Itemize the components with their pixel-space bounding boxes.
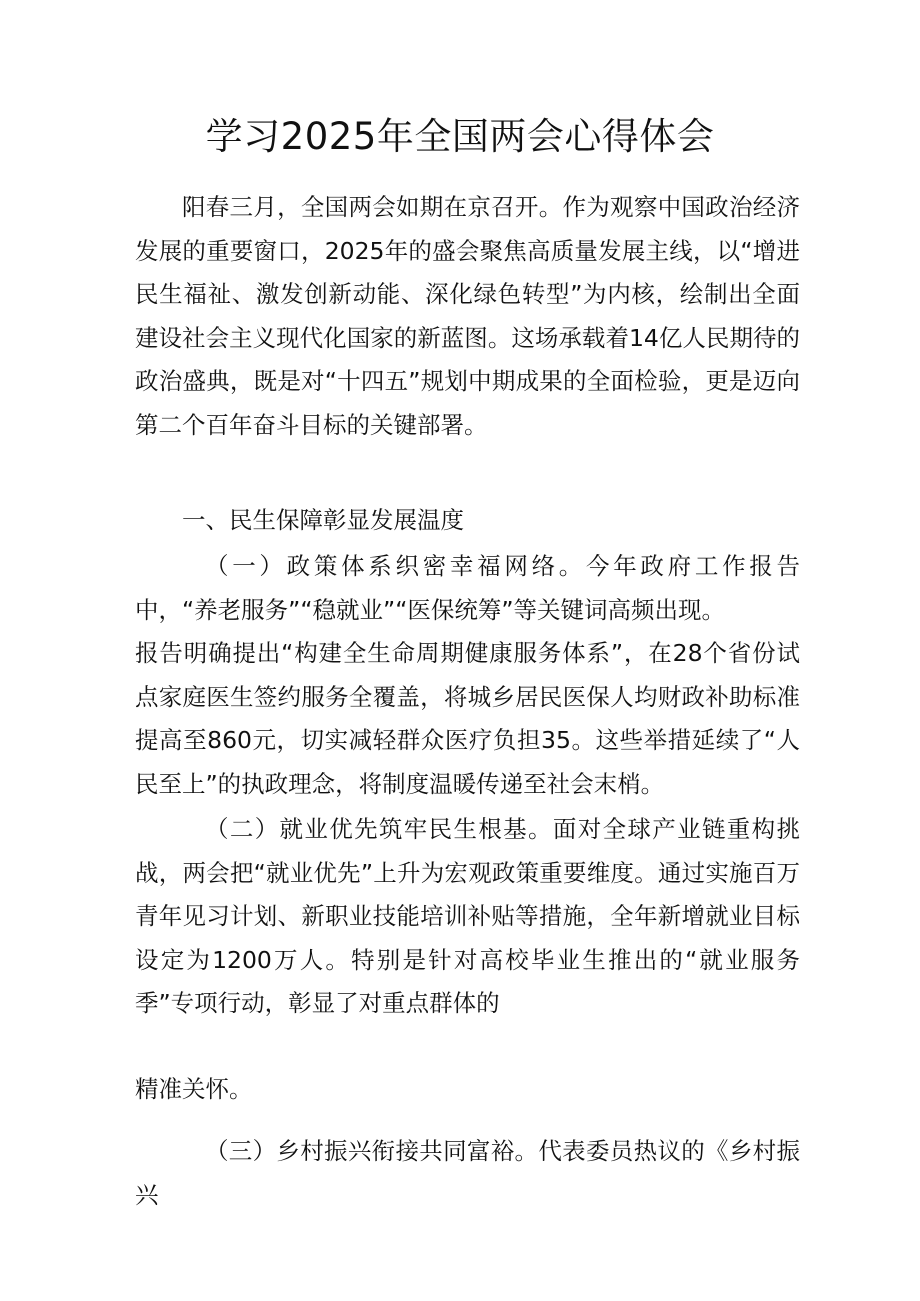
item-two-paragraph: （二）就业优先筑牢民生根基。面对全球产业链重构挑战，两会把“就业优先”上升为宏观政策重要维度。通过实施百万青年见习计划、新职业技能培训补贴等措施，全年新增就业目标设定为1200万人。特别是针对高校毕业生推出的“就业服务季”专项行动，彰显了对重点群体的: [135, 815, 800, 1018]
item-one-lead-paragraph: （一）政策体系织密幸福网络。今年政府工作报告中，“养老服务”“稳就业”“医保统筹”等关键词高频出现。: [135, 552, 800, 624]
intro-paragraph: 阳春三月，全国两会如期在京召开。作为观察中国政治经济发展的重要窗口，2025年的盛会聚焦高质量发展主线，以“增进民生福祉、激发创新动能、深化绿色转型”为内核，绘制出全面建设社会主义现代化国家的新蓝图。这场承载着14亿人民期待的政治盛典，既是对“十四五”规划中期成果的全面检验，更是迈向第二个百年奋斗目标的关键部署。: [135, 193, 800, 439]
item-three-paragraph: （三）乡村振兴衔接共同富裕。代表委员热议的《乡村振兴: [135, 1137, 800, 1209]
item-two-tail-paragraph: 精准关怀。: [135, 1075, 253, 1103]
document-title: 学习2025年全国两会心得体会: [205, 115, 715, 158]
section-one-heading: 一、民生保障彰显发展温度: [182, 506, 464, 534]
item-one-body-paragraph: 报告明确提出“构建全生命周期健康服务体系”，在28个省份试点家庭医生签约服务全覆盖，将城乡居民医保人均财政补助标准提高至860元，切实减轻群众医疗负担35。这些举措延续了“人民至上”的执政理念，将制度温暖传递至社会末梢。: [135, 639, 800, 798]
